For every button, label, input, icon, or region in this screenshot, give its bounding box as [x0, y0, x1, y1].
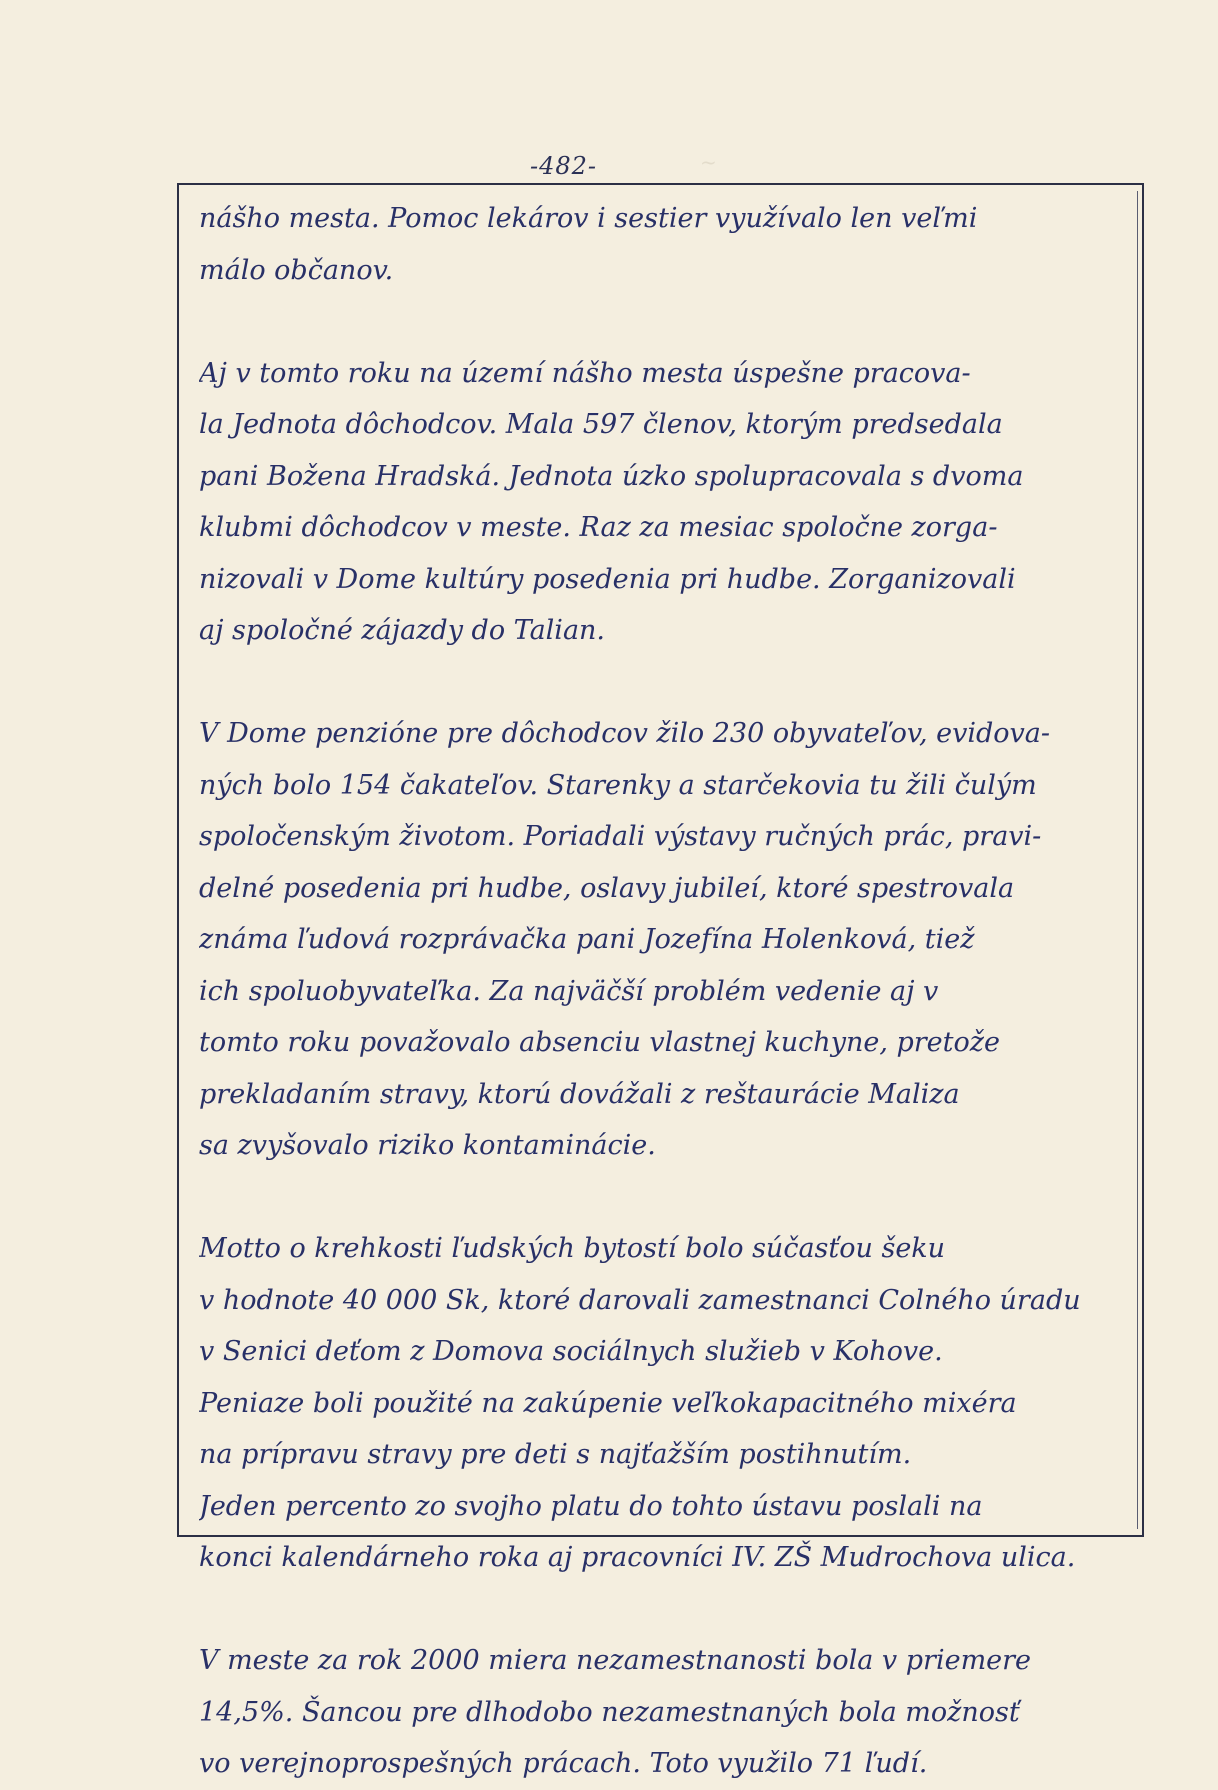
- text-line: na prípravu stravy pre deti s najťažším postihnutím.: [199, 1439, 912, 1470]
- page-number: -482-: [530, 152, 598, 180]
- text-line: Peniaze boli použité na zakúpenie veľkokapacitného mixéra: [199, 1387, 1017, 1419]
- text-line: la Jednota dôchodcov. Mala 597 členov, ktorým predsedala: [199, 409, 1003, 440]
- bleed-through: ~: [700, 150, 717, 174]
- text-line: v Senici deťom z Domova sociálnych služieb v Kohove.: [199, 1336, 943, 1367]
- text-line: tomto roku považovalo absenciu vlastnej kuchyne, pretože: [199, 1027, 1000, 1058]
- text-line: nášho mesta. Pomoc lekárov i sestier využívalo len veľmi: [199, 203, 978, 234]
- text-line: klubmi dôchodcov v meste. Raz za mesiac spoločne zorga-: [199, 512, 998, 543]
- text-line: ich spoluobyvateľka. Za najväčší problém vedenie aj v: [199, 975, 939, 1007]
- text-line: 14,5%. Šancou pre dlhodobo nezamestnaných bola možnosť: [199, 1696, 1020, 1728]
- text-line: aj spoločné zájazdy do Talian.: [199, 615, 606, 646]
- text-line: známa ľudová rozprávačka pani Jozefína Holenková, tiež: [199, 924, 975, 955]
- text-line: vo verejnoprospešných prácach. Toto využilo 71 ľudí.: [199, 1748, 928, 1779]
- text-line: pani Božena Hradská. Jednota úzko spolupracovala s dvoma: [199, 460, 1024, 492]
- text-line: nizovali v Dome kultúry posedenia pri hudbe. Zorganizovali: [199, 563, 1016, 595]
- text-line: delné posedenia pri hudbe, oslavy jubileí, ktoré spestrovala: [199, 872, 1015, 904]
- text-line: v hodnote 40 000 Sk, ktoré darovali zamestnanci Colného úradu: [199, 1284, 1081, 1316]
- text-line: Motto o krehkosti ľudských bytostí bolo súčasťou šeku: [199, 1233, 946, 1264]
- text-line: spoločenským životom. Poriadali výstavy ručných prác, pravi-: [199, 821, 1042, 852]
- text-line: prekladaním stravy, ktorú dovážali z reštaurácie Maliza: [199, 1078, 960, 1110]
- text-line: sa zvyšovalo riziko kontaminácie.: [199, 1130, 656, 1161]
- text-line: ných bolo 154 čakateľov. Starenky a starčekovia tu žili čulým: [199, 769, 1037, 801]
- handwritten-text: [199, 193, 1129, 1790]
- text-line: V Dome penzióne pre dôchodcov žilo 230 obyvateľov, evidova-: [199, 718, 1051, 749]
- text-line: málo občanov.: [199, 254, 394, 286]
- text-line: Aj v tomto roku na území nášho mesta úspešne pracova-: [199, 357, 971, 389]
- text-line: V meste za rok 2000 miera nezamestnanosti bola v priemere: [199, 1645, 1032, 1676]
- text-line: Jeden percento zo svojho platu do tohto ústavu poslali na: [199, 1490, 983, 1522]
- text-line: konci kalendárneho roka aj pracovníci IV. ZŠ Mudrochova ulica.: [199, 1542, 1076, 1573]
